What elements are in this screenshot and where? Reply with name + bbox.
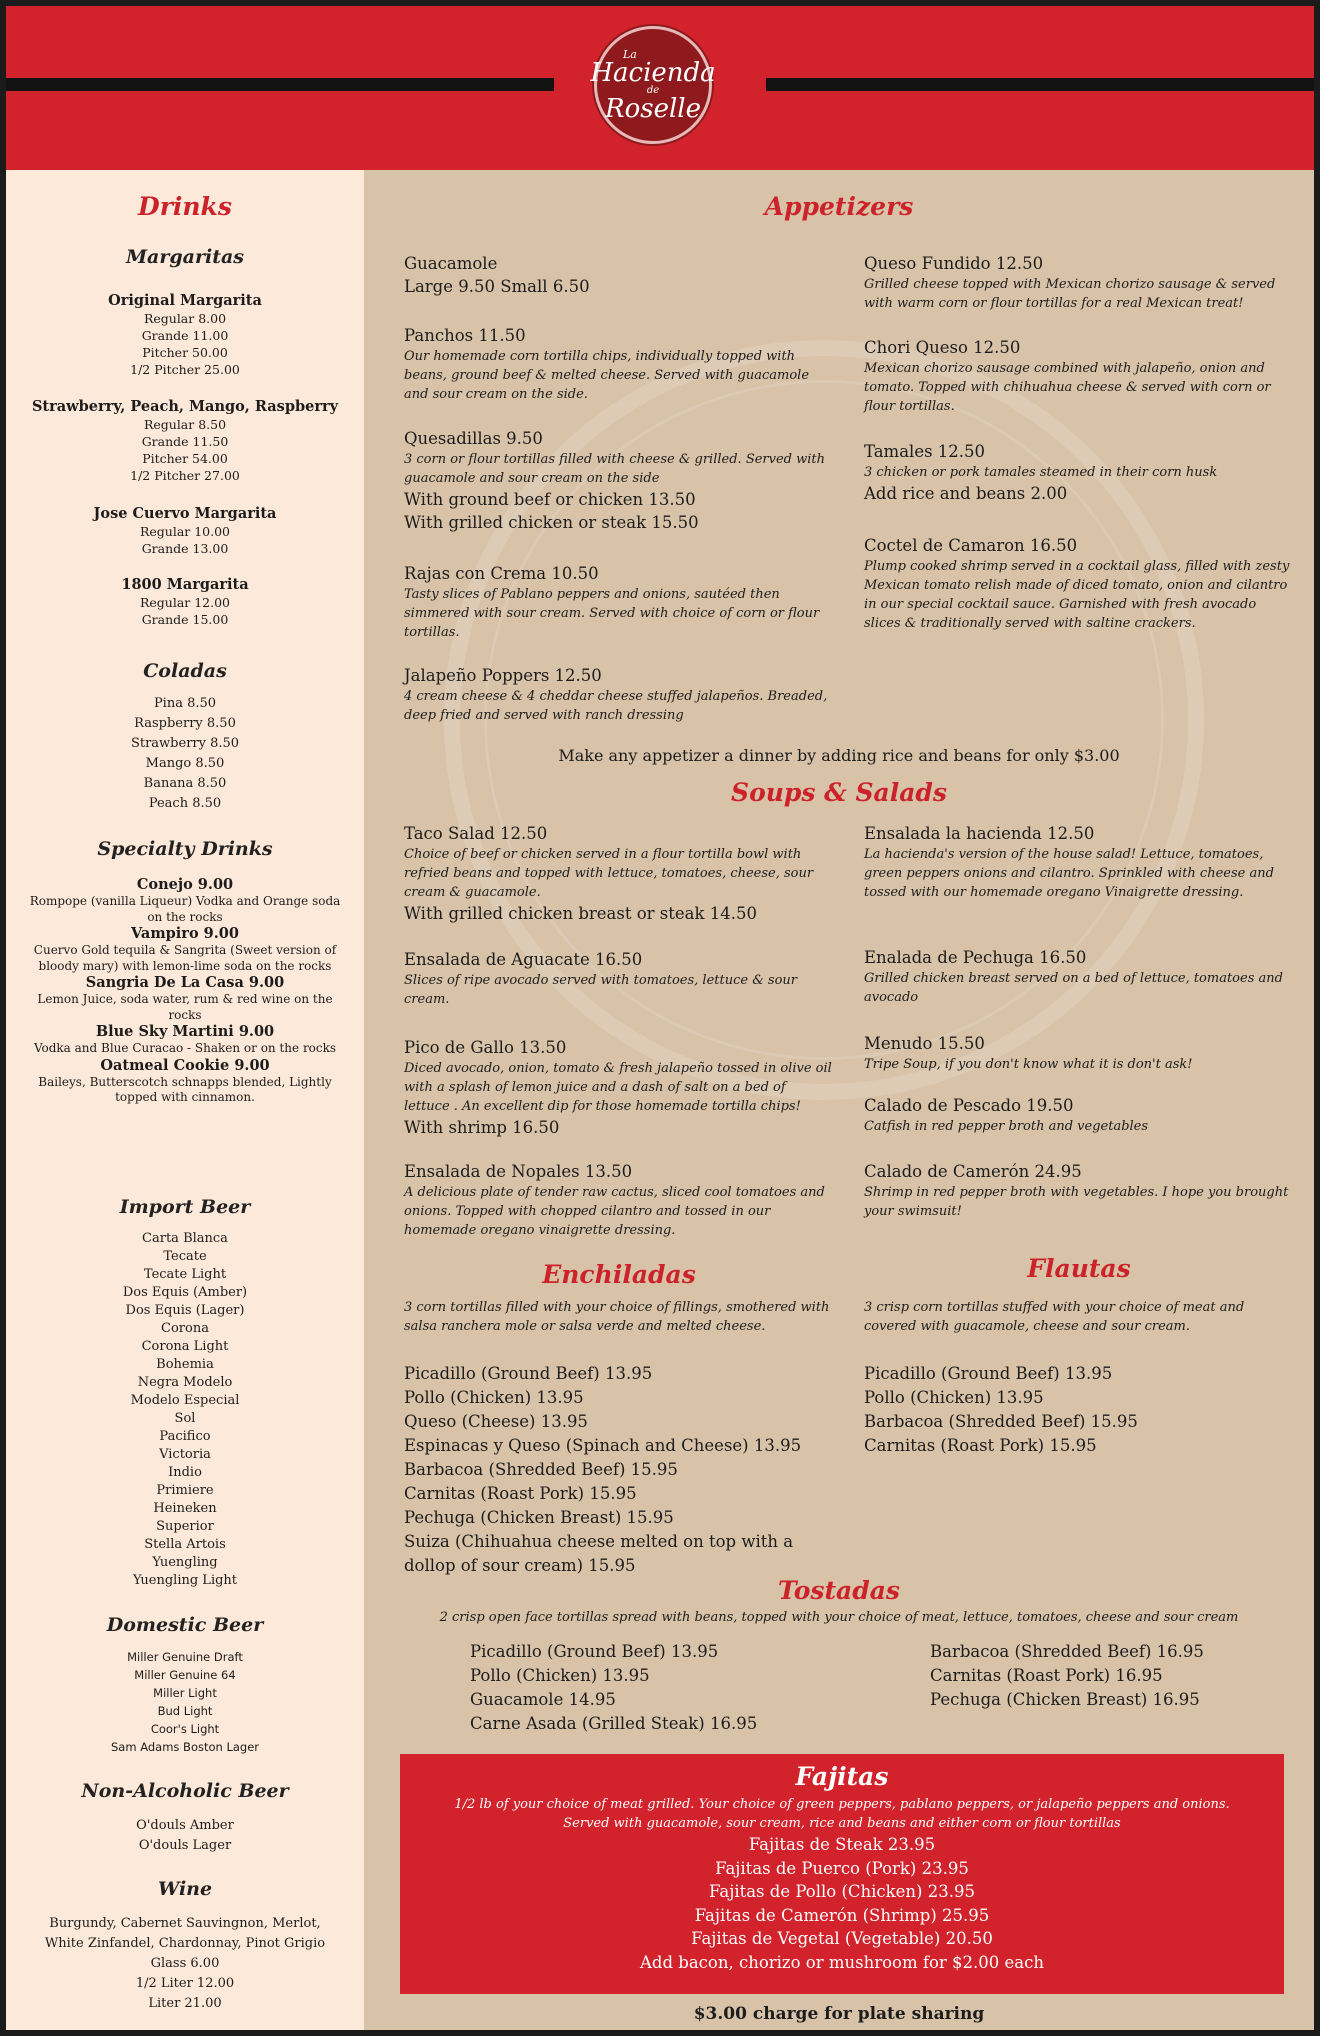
header-band: [6, 6, 1314, 170]
item-title: Pico de Gallo 13.50: [404, 1038, 567, 1057]
item-title: Menudo 15.50: [864, 1034, 985, 1053]
item-line: Regular 8.00: [143, 311, 227, 326]
coladas-list: [6, 694, 364, 814]
item-name: Original Margarita: [108, 292, 262, 309]
list-item: Tecate: [163, 1249, 207, 1264]
tostadas-desc: 2 crisp open face tortillas spread with beans, topped with your choice of meat, lettuce, tomatoes, cheese and sour cream: [439, 1610, 1239, 1625]
item-desc: La hacienda's version of the house salad! Lettuce, tomatoes, green peppers onions and cilantro. Sprinkled with cheese and tossed with our homemade oregano Vinaigrette dressing.: [864, 847, 1274, 900]
tostadas-list-right: [930, 1640, 1290, 1712]
menu-item: [404, 822, 834, 925]
list-item: 1/2 Liter 12.00: [135, 1976, 235, 1991]
list-item: Carta Blanca: [142, 1231, 228, 1246]
item-title: Quesadillas 9.50: [404, 429, 543, 448]
item-title: Calado de Camerón 24.95: [864, 1162, 1082, 1181]
list-item: Bud Light: [157, 1704, 213, 1718]
margarita-item: [6, 576, 364, 628]
list-item: Pechuga (Chicken Breast) 16.95: [930, 1690, 1200, 1709]
item-line: 1/2 Pitcher 27.00: [130, 468, 240, 483]
list-item: Primiere: [156, 1483, 214, 1498]
logo-line-3: de: [646, 84, 660, 96]
section-desc: 3 corn tortillas filled with your choice of fillings, smothered with salsa ranchera mole or salsa verde and melted cheese.: [404, 1300, 830, 1334]
item-desc: 3 chicken or pork tamales steamed in their corn husk: [864, 465, 1218, 480]
list-item: Banana 8.50: [143, 776, 227, 791]
wine-list: [6, 1914, 364, 2014]
list-item: Mango 8.50: [145, 756, 225, 771]
item-desc: Rompope (vanilla Liqueur) Vodka and Orange soda on the rocks: [29, 894, 341, 924]
menu-item: [404, 664, 834, 725]
list-item: Indio: [168, 1465, 202, 1480]
item-desc: A delicious plate of tender raw cactus, sliced cool tomatoes and onions. Topped with chopped cilantro and tossed in our homemade oregano vinaigrette dressing.: [404, 1185, 825, 1238]
enchiladas-title: Enchiladas: [542, 1260, 696, 1289]
list-item: Barbacoa (Shredded Beef) 15.95: [864, 1412, 1138, 1431]
menu-item: [404, 1036, 834, 1139]
item-desc: Our homemade corn tortilla chips, individually topped with beans, ground beef & melted cheese. Served with guacamole and sour cream on the side.: [404, 349, 810, 402]
item-name: Conejo 9.00: [136, 876, 234, 893]
list-item: Picadillo (Ground Beef) 13.95: [404, 1364, 653, 1383]
domestic-beer-list: [6, 1648, 364, 1756]
list-item: Superior: [156, 1519, 214, 1534]
item-desc: Plump cooked shrimp served in a cocktail glass, filled with zesty Mexican tomato relish made of diced tomato, onion and cilantro in our special cocktail sauce. Garnished with fresh avocado slices & traditionally served with saltine crackers.: [864, 559, 1290, 631]
list-item: Glass 6.00: [150, 1956, 220, 1971]
list-item: Yuengling: [152, 1555, 218, 1570]
list-item: Sol: [174, 1411, 196, 1426]
tostadas-list-left: [470, 1640, 900, 1736]
list-item: Bohemia: [156, 1357, 214, 1372]
item-line: Grande 13.00: [141, 541, 229, 556]
coladas-title: Coladas: [143, 660, 227, 682]
list-item: Fajitas de Camerón (Shrimp) 25.95: [694, 1905, 990, 1925]
header-rule-left: [6, 78, 554, 91]
list-item: Pollo (Chicken) 13.95: [404, 1388, 584, 1407]
item-desc: Vodka and Blue Curacao - Shaken or on the rocks: [33, 1041, 337, 1055]
list-item: Fajitas de Puerco (Pork) 23.95: [715, 1858, 969, 1878]
logo-line-2: Hacienda: [590, 57, 716, 88]
item-line: Grande 15.00: [141, 612, 229, 627]
enchiladas-list: [404, 1362, 844, 1578]
list-item: Barbacoa (Shredded Beef) 16.95: [930, 1642, 1204, 1661]
list-item: Miller Light: [153, 1686, 217, 1700]
margaritas-title: Margaritas: [126, 246, 244, 268]
flautas-list: [864, 1362, 1294, 1458]
drinks-title: Drinks: [138, 192, 232, 221]
item-name: Blue Sky Martini 9.00: [95, 1023, 275, 1040]
list-item: Heineken: [153, 1501, 217, 1516]
list-item: Carnitas (Roast Pork) 15.95: [864, 1436, 1097, 1455]
item-desc: Grilled cheese topped with Mexican chorizo sausage & served with warm corn or flour tortillas for a real Mexican treat!: [864, 277, 1276, 311]
appetizers-title: Appetizers: [764, 192, 914, 221]
list-item: Negra Modelo: [137, 1375, 233, 1390]
item-desc: Catfish in red pepper broth and vegetables: [864, 1119, 1149, 1134]
list-item: Victoria: [159, 1447, 211, 1462]
list-item: Carne Asada (Grilled Steak) 16.95: [470, 1714, 758, 1733]
menu-item: [864, 336, 1294, 416]
fajitas-title: Fajitas: [795, 1762, 889, 1791]
menu-item: [404, 324, 834, 404]
item-desc: Grilled chicken breast served on a bed of lettuce, tomatoes and avocado: [864, 971, 1283, 1005]
item-title: Queso Fundido 12.50: [864, 254, 1044, 273]
list-item: Add bacon, chorizo or mushroom for $2.00 each: [639, 1952, 1045, 1972]
menu-page: [6, 6, 1314, 2030]
list-item: Miller Genuine 64: [134, 1668, 236, 1682]
item-line: Regular 8.50: [143, 417, 227, 432]
flautas-title: Flautas: [1027, 1254, 1131, 1283]
item-line: Regular 12.00: [139, 595, 231, 610]
list-item: Pacifico: [159, 1429, 211, 1444]
menu-item: [404, 427, 834, 534]
item-name: Strawberry, Peach, Mango, Raspberry: [31, 398, 339, 415]
menu-item: [864, 946, 1294, 1007]
item-extra: Add rice and beans 2.00: [864, 484, 1068, 503]
item-title: Ensalada de Aguacate 16.50: [404, 950, 643, 969]
item-desc: Tasty slices of Pablano peppers and onions, sautéed then simmered with sour cream. Served with choice of corn or flour tortillas.: [404, 587, 820, 640]
list-item: Corona Light: [141, 1339, 229, 1354]
item-title: Jalapeño Poppers 12.50: [404, 666, 602, 685]
item-name: Jose Cuervo Margarita: [93, 505, 277, 522]
margarita-item: [6, 505, 364, 557]
item-title: Ensalada la hacienda 12.50: [864, 824, 1095, 843]
domestic-beer-title: Domestic Beer: [106, 1614, 264, 1636]
item-name: Sangria De La Casa 9.00: [85, 974, 285, 991]
item-title: Calado de Pescado 19.50: [864, 1096, 1074, 1115]
specialty-list: [6, 876, 364, 1106]
item-extra: With ground beef or chicken 13.50: [404, 490, 696, 509]
list-item: White Zinfandel, Chardonnay, Pinot Grigio: [44, 1936, 326, 1951]
item-desc: Shrimp in red pepper broth with vegetables. I hope you brought your swimsuit!: [864, 1185, 1289, 1219]
item-title: Ensalada de Nopales 13.50: [404, 1162, 633, 1181]
list-item: Yuengling Light: [132, 1573, 238, 1588]
list-item: Corona: [161, 1321, 209, 1336]
item-title: Rajas con Crema 10.50: [404, 564, 599, 583]
list-item: Pollo (Chicken) 13.95: [864, 1388, 1044, 1407]
item-desc: 4 cream cheese & 4 cheddar cheese stuffed jalapeños. Breaded, deep fried and served with ranch dressing: [404, 689, 828, 723]
list-item: Barbacoa (Shredded Beef) 15.95: [404, 1460, 678, 1479]
list-item: Carnitas (Roast Pork) 15.95: [404, 1484, 637, 1503]
list-item: Modelo Especial: [130, 1393, 240, 1408]
menu-item: [864, 1160, 1294, 1221]
restaurant-logo: [590, 26, 716, 144]
item-title: Chori Queso 12.50: [864, 338, 1021, 357]
wine-title: Wine: [157, 1878, 213, 1900]
list-item: Raspberry 8.50: [134, 716, 236, 731]
list-item: Coor's Light: [150, 1722, 220, 1736]
menu-item: [404, 948, 834, 1009]
list-item: Burgundy, Cabernet Sauvingnon, Merlot,: [49, 1916, 321, 1931]
menu-item: [864, 1094, 1294, 1136]
menu-item: [864, 1032, 1294, 1074]
item-extra: With shrimp 16.50: [404, 1118, 560, 1137]
menu-item: [864, 534, 1294, 633]
plate-sharing-note: $3.00 charge for plate sharing: [693, 2004, 985, 2024]
section-desc: 3 crisp corn tortillas stuffed with your choice of meat and covered with guacamole, cheese and sour cream.: [864, 1300, 1245, 1334]
margarita-item: [6, 398, 364, 484]
item-line: 1/2 Pitcher 25.00: [130, 362, 240, 377]
item-extra: With grilled chicken breast or steak 14.50: [404, 904, 757, 923]
list-item: Dos Equis (Amber): [122, 1285, 248, 1300]
menu-item: [864, 252, 1294, 313]
food-column: [364, 170, 1314, 2030]
list-item: Fajitas de Pollo (Chicken) 23.95: [709, 1882, 975, 1901]
list-item: Guacamole 14.95: [470, 1690, 616, 1709]
drinks-column: [6, 170, 364, 2030]
list-item: Pechuga (Chicken Breast) 15.95: [404, 1508, 674, 1527]
list-item: Espinacas y Queso (Spinach and Cheese) 13.95: [404, 1436, 802, 1455]
list-item: Fajitas de Vegetal (Vegetable) 20.50: [691, 1929, 993, 1948]
item-title: Coctel de Camaron 16.50: [864, 536, 1078, 555]
item-extra: With grilled chicken or steak 15.50: [404, 513, 699, 532]
item-desc: Baileys, Butterscotch schnapps blended, Lightly topped with cinnamon.: [38, 1074, 332, 1104]
logo-line-1: La: [623, 47, 637, 61]
list-item: Suiza (Chihuahua cheese melted on top with a: [404, 1532, 794, 1551]
list-item: Miller Genuine Draft: [127, 1650, 243, 1664]
fajitas-desc: 1/2 lb of your choice of meat grilled. Your choice of green peppers, pablano peppers, or jalapeño peppers and onions. Served with guacamole, sour cream, rice and beans and either corn or flour tortillas: [454, 1797, 1230, 1831]
item-line: Grande 11.00: [141, 328, 229, 343]
item-desc: Mexican chorizo sausage combined with jalapeño, onion and tomato. Topped with chihuahua cheese & served with corn or flour tortillas.: [864, 361, 1271, 414]
item-title: Guacamole: [404, 254, 498, 273]
list-item: Carnitas (Roast Pork) 16.95: [930, 1666, 1163, 1685]
item-desc: Choice of beef or chicken served in a flour tortilla bowl with refried beans and topped with lettuce, tomatoes, cheese, sour cream & guacamole.: [404, 847, 814, 900]
list-item: Dos Equis (Lager): [125, 1303, 245, 1318]
list-item: Peach 8.50: [148, 796, 222, 811]
list-item: Pina 8.50: [153, 696, 217, 711]
tostadas-title: Tostadas: [778, 1576, 900, 1605]
list-item: O'douls Amber: [136, 1818, 234, 1833]
item-desc: 3 corn or flour tortillas filled with cheese & grilled. Served with guacamole and sour cream on the side: [404, 452, 826, 486]
import-beer-list: [6, 1230, 364, 1590]
item-title: Tamales 12.50: [864, 442, 986, 461]
list-item: O'douls Lager: [138, 1838, 232, 1853]
list-item: dollop of sour cream) 15.95: [404, 1556, 636, 1575]
fajitas-box: [400, 1754, 1284, 1994]
list-item: Queso (Cheese) 13.95: [404, 1412, 588, 1431]
menu-item: [404, 252, 834, 298]
item-desc: Lemon Juice, soda water, rum & red wine on the rocks: [37, 992, 333, 1022]
header-rule-right: [766, 78, 1314, 91]
list-item: Strawberry 8.50: [130, 736, 240, 751]
logo-line-4: Roselle: [605, 93, 701, 124]
appetizer-note: Make any appetizer a dinner by adding rice and beans for only $3.00: [558, 746, 1120, 765]
item-name: Vampiro 9.00: [131, 925, 239, 942]
item-desc: Diced avocado, onion, tomato & fresh jalapeño tossed in olive oil with a splash of lemon juice and a dash of salt on a bed of lettuce . An excellent dip for those homemade tortilla chips!: [404, 1061, 832, 1114]
non-alcoholic-title: Non-Alcoholic Beer: [81, 1780, 289, 1802]
item-desc: Cuervo Gold tequila & Sangrita (Sweet version of bloody mary) with lemon-lime soda on the rocks: [33, 943, 337, 973]
margarita-item: [6, 292, 364, 378]
flautas-block: [864, 1298, 1294, 1336]
item-name: 1800 Margarita: [121, 576, 249, 593]
item-line: Regular 10.00: [139, 524, 231, 539]
list-item: Liter 21.00: [148, 1996, 222, 2011]
list-item: Pollo (Chicken) 13.95: [470, 1666, 650, 1685]
import-beer-title: Import Beer: [119, 1196, 251, 1218]
item-name: Oatmeal Cookie 9.00: [100, 1056, 270, 1074]
item-desc: Tripe Soup, if you don't know what it is don't ask!: [864, 1057, 1193, 1072]
menu-item: [404, 1160, 834, 1240]
list-item: Fajitas de Steak 23.95: [748, 1835, 936, 1854]
enchiladas-block: [404, 1298, 834, 1336]
item-line: Pitcher 54.00: [142, 451, 228, 466]
list-item: Stella Artois: [144, 1537, 226, 1552]
menu-item: [404, 562, 834, 642]
list-item: Tecate Light: [143, 1267, 227, 1282]
menu-item: [864, 440, 1294, 505]
list-item: Picadillo (Ground Beef) 13.95: [864, 1364, 1113, 1383]
item-title: Taco Salad 12.50: [404, 824, 548, 843]
non-alcoholic-list: [6, 1816, 364, 1856]
item-title: Enalada de Pechuga 16.50: [864, 948, 1087, 967]
soups-title: Soups & Salads: [731, 778, 947, 807]
specialty-title: Specialty Drinks: [97, 838, 273, 860]
item-line: Grande 11.50: [141, 434, 229, 449]
item-extra: Large 9.50 Small 6.50: [404, 277, 590, 296]
list-item: Picadillo (Ground Beef) 13.95: [470, 1642, 719, 1661]
fajitas-list: [400, 1833, 1284, 1974]
item-line: Pitcher 50.00: [142, 345, 228, 360]
list-item: Sam Adams Boston Lager: [110, 1740, 260, 1754]
menu-item: [864, 822, 1294, 902]
item-title: Panchos 11.50: [404, 326, 526, 345]
item-desc: Slices of ripe avocado served with tomatoes, lettuce & sour cream.: [404, 973, 797, 1007]
